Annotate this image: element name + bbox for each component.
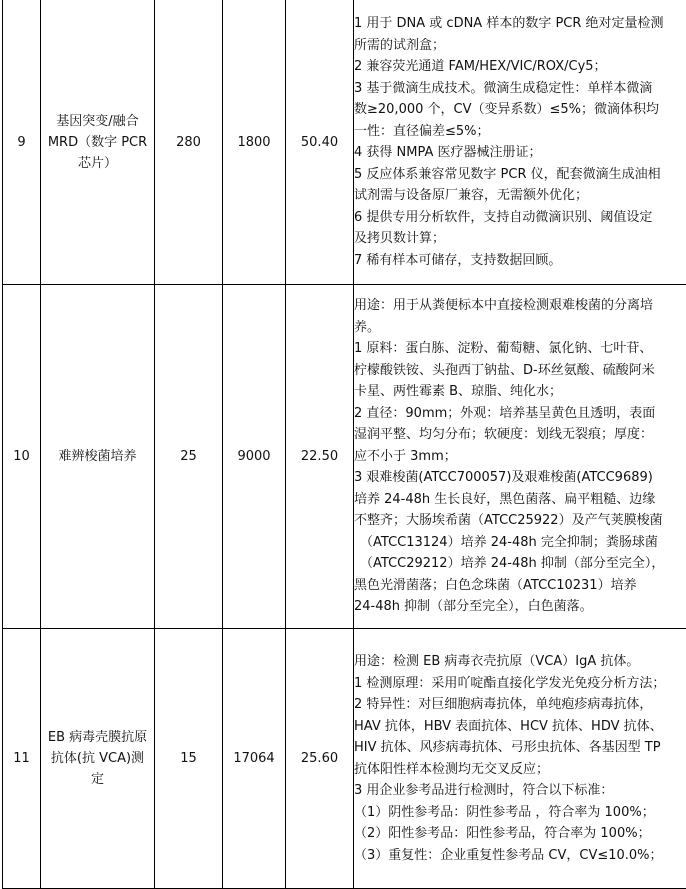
- description-line: HAV 抗体，HBV 表面抗体、HCV 抗体、HDV 抗体、: [354, 716, 686, 738]
- row-number: 11: [3, 629, 41, 889]
- product-name-cell: [41, 285, 155, 629]
- description-line: 用途：检测 EB 病毒衣壳抗原（VCA）IgA 抗体。: [354, 651, 686, 673]
- description-line: （3）重复性：企业重复性参考品 CV，CV≤10.0%；: [354, 845, 686, 867]
- description-line: 养。: [354, 317, 686, 339]
- table-row: [3, 285, 686, 629]
- description-line: 黑色光滑菌落；白色念珠菌（ATCC10231）培养: [354, 575, 686, 597]
- product-name-line: 抗体(抗 VCA)测: [41, 748, 154, 769]
- description-line: 3 基于微滴生成技术。微滴生成稳定性：单样本微滴: [354, 78, 686, 100]
- product-name-line: 芯片）: [41, 153, 154, 174]
- description-line: 24-48h 抑制（部分至完全），白色菌落。: [354, 596, 686, 618]
- description-line: 2 兼容荧光通道 FAM/HEX/VIC/ROX/Cy5；: [354, 56, 686, 78]
- product-name-line: EB 病毒壳膜抗原: [41, 727, 154, 748]
- quantity-cell: 25: [155, 285, 223, 629]
- quantity-cell: 280: [155, 0, 223, 285]
- description-line: 4 获得 NMPA 医疗器械注册证；: [354, 142, 686, 164]
- description-line: （1）阴性参考品：阴性参考品 ，符合率为 100%；: [354, 802, 686, 824]
- description-line: 湿润平整、均匀分布；软硬度：划线无裂痕；厚度：: [354, 424, 686, 446]
- description-line: （ATCC29212）培养 24-48h 抑制（部分至完全），: [354, 553, 686, 575]
- description-line: 2 直径：90mm；外观：培养基呈黄色且透明，表面: [354, 403, 686, 425]
- description-line: （ATCC13124）培养 24-48h 完全抑制；粪肠球菌: [354, 532, 686, 554]
- description-line: 数≥20,000 个，CV（变异系数）≤5%；微滴体积均: [354, 99, 686, 121]
- product-spec-table: [2, 0, 686, 889]
- product-name-line: 难辨梭菌培养: [41, 446, 154, 467]
- product-name-cell: [41, 0, 155, 285]
- description-line: 1 用于 DNA 或 cDNA 样本的数字 PCR 绝对定量检测: [354, 13, 686, 35]
- unit-price-cell: 9000: [223, 285, 286, 629]
- row-number: 9: [3, 0, 41, 285]
- description-line: 5 反应体系兼容常见数字 PCR 仪，配套微滴生成油相: [354, 164, 686, 186]
- unit-price-cell: 1800: [223, 0, 286, 285]
- description-line: 应不小于 3mm；: [354, 446, 686, 468]
- description-line: 柠檬酸铁铵、头孢西丁钠盐、D-环丝氨酸、硫酸阿米: [354, 360, 686, 382]
- product-name-line: 定: [41, 769, 154, 790]
- description-cell: [354, 629, 686, 889]
- description-line: 抗体阳性样本检测均无交叉反应；: [354, 759, 686, 781]
- description-line: （2）阳性参考品：阳性参考品，符合率为 100%；: [354, 823, 686, 845]
- description-line: 3 用企业参考品进行检测时，符合以下标准：: [354, 780, 686, 802]
- description-line: 及拷贝数计算；: [354, 228, 686, 250]
- description-line: HIV 抗体、风疹病毒抗体、弓形虫抗体、各基因型 TP: [354, 737, 686, 759]
- description-line: 2 特异性：对巨细胞病毒抗体，单纯疱疹病毒抗体，: [354, 694, 686, 716]
- description-line: 1 检测原理：采用吖啶酯直接化学发光免疫分析方法；: [354, 673, 686, 695]
- total-cell: 25.60: [286, 629, 354, 889]
- description-line: 6 提供专用分析软件，支持自动微滴识别、阈值设定: [354, 207, 686, 229]
- product-name-line: 基因突变/融合: [41, 111, 154, 132]
- description-line: 试剂需与设备原厂兼容，无需额外优化；: [354, 185, 686, 207]
- description-line: 不整齐；大肠埃希菌（ATCC25922）及产气荚膜梭菌: [354, 510, 686, 532]
- description-cell: [354, 0, 686, 285]
- description-line: 培养 24-48h 生长良好，黑色菌落、扁平粗糙、边缘: [354, 489, 686, 511]
- description-cell: [354, 285, 686, 629]
- total-cell: 22.50: [286, 285, 354, 629]
- unit-price-cell: 17064: [223, 629, 286, 889]
- table-row: [3, 0, 686, 285]
- description-line: 1 原料：蛋白胨、淀粉、葡萄糖、氯化钠、七叶苷、: [354, 338, 686, 360]
- product-name-cell: [41, 629, 155, 889]
- description-line: 3 艰难梭菌(ATCC700057)及艰难梭菌(ATCC9689): [354, 467, 686, 489]
- description-line: 所需的试剂盒；: [354, 35, 686, 57]
- total-cell: 50.40: [286, 0, 354, 285]
- description-line: 一性：直径偏差≤5%；: [354, 121, 686, 143]
- product-name-line: MRD（数字 PCR: [41, 132, 154, 153]
- description-line: 7 稀有样本可储存，支持数据回顾。: [354, 250, 686, 272]
- table-row: [3, 629, 686, 889]
- row-number: 10: [3, 285, 41, 629]
- description-line: 用途：用于从粪便标本中直接检测艰难梭菌的分离培: [354, 295, 686, 317]
- quantity-cell: 15: [155, 629, 223, 889]
- description-line: 卡星、两性霉素 B、琼脂、纯化水；: [354, 381, 686, 403]
